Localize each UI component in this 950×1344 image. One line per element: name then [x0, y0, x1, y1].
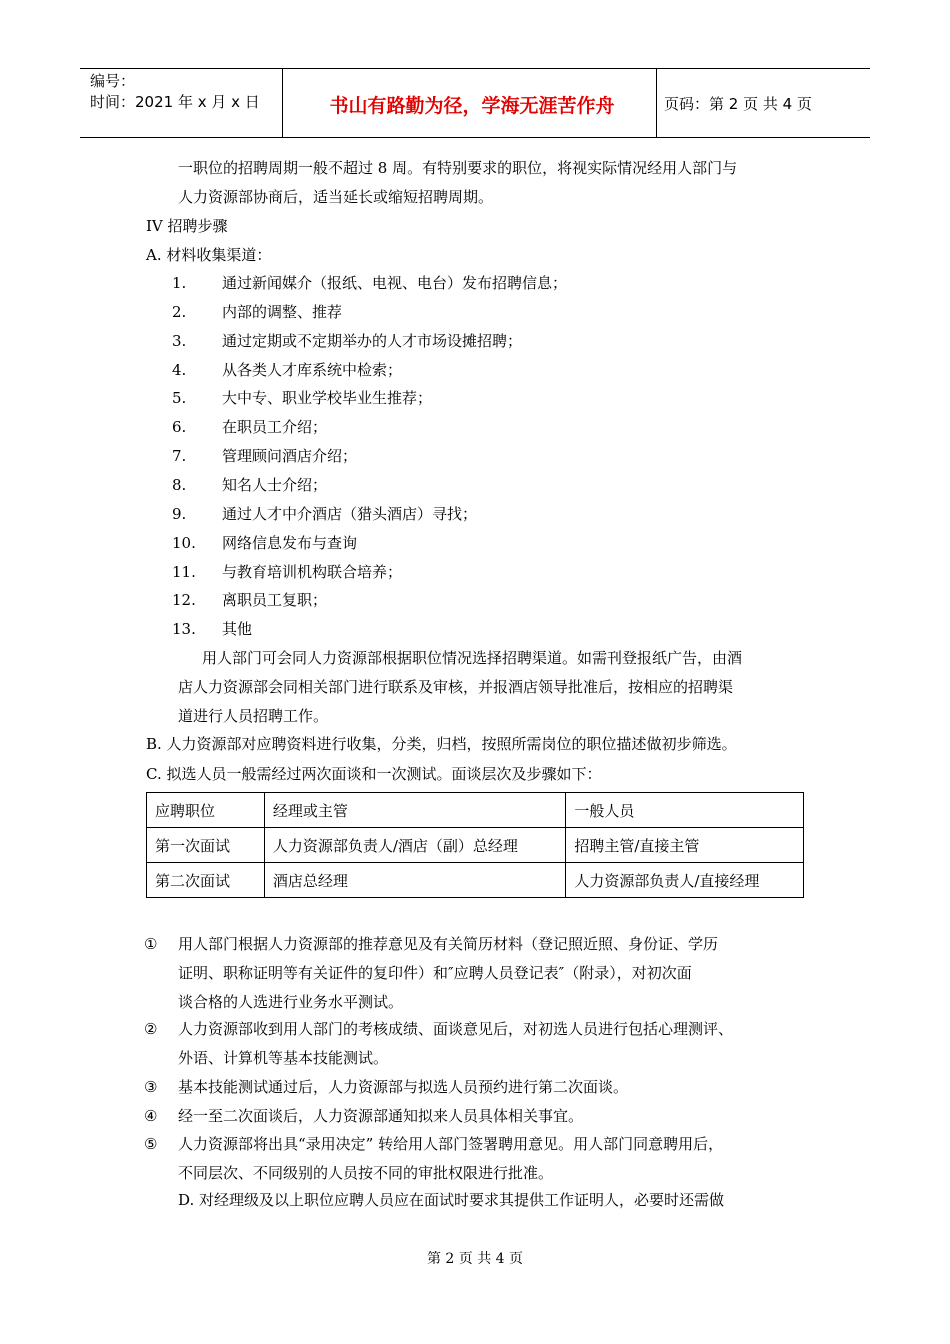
list-item	[172, 388, 432, 408]
intro-line: 人力资源部协商后，适当延长或缩短招聘周期。	[178, 188, 494, 206]
section-heading-b: B. 人力资源部对应聘资料进行收集，分类，归档，按照所需岗位的职位描述做初步筛选。	[146, 735, 737, 753]
interview-table	[146, 792, 804, 898]
list-item-text: 通过新闻媒介（报纸、电视、电台）发布招聘信息；	[222, 274, 568, 292]
section-heading-c: C. 拟选人员一般需经过两次面谈和一次测试。面谈层次及步骤如下：	[146, 765, 602, 783]
list-item	[172, 619, 252, 639]
list-item-text: 在职员工介绍；	[222, 418, 328, 437]
step-text: 人力资源部收到用人部门的考核成绩、面谈意见后，对初选人员进行包括心理测评、	[178, 1020, 734, 1038]
list-item	[172, 562, 402, 582]
header-divider	[282, 69, 283, 137]
header-date: 时间：2021 年 x 月 x 日	[90, 93, 260, 111]
table-row	[147, 828, 804, 863]
list-item-number: 12.	[172, 591, 196, 610]
list-item-text: 其他	[222, 620, 253, 639]
paragraph-line: 店人力资源部会同相关部门进行联系及审核，并报酒店领导批准后，按相应的招聘渠	[178, 678, 734, 696]
step-marker: ⑤	[144, 1135, 158, 1153]
list-item-text: 从各类人才库系统中检索；	[222, 360, 403, 379]
intro-line: 一职位的招聘周期一般不超过 8 周。有特别要求的职位，将视实际情况经用人部门与	[178, 159, 738, 177]
table-row	[147, 863, 804, 898]
list-item-number: 2.	[172, 302, 187, 321]
header-page-info: 页码：第 2 页 共 4 页	[664, 95, 812, 113]
list-item-number: 5.	[172, 389, 187, 408]
list-item-text: 通过人才中介酒店（猎头酒店）寻找；	[222, 504, 478, 523]
step-marker: ③	[144, 1078, 158, 1096]
list-item	[172, 273, 567, 293]
step-text: 证明、职称证明等有关证件的复印件）和″应聘人员登记表″（附录），对初次面	[178, 964, 692, 982]
list-item-text: 管理顾问酒店介绍；	[222, 447, 358, 466]
list-item-text: 离职员工复职；	[222, 591, 328, 610]
list-item-number: 11.	[172, 562, 196, 581]
list-item	[172, 331, 522, 351]
section-heading-iv: IV 招聘步骤	[146, 217, 228, 235]
list-item-number: 4.	[172, 360, 187, 379]
section-heading-d: D. 对经理级及以上职位应聘人员应在面试时要求其提供工作证明人，必要时还需做	[178, 1191, 725, 1209]
table-cell: 人力资源部负责人/酒店（副）总经理	[264, 828, 566, 863]
table-cell: 人力资源部负责人/直接经理	[566, 863, 804, 898]
list-item	[172, 446, 357, 466]
step-text: 不同层次、不同级别的人员按不同的审批权限进行批准。	[178, 1164, 554, 1182]
list-item	[172, 504, 477, 524]
list-item-number: 8.	[172, 475, 187, 494]
step-text: 用人部门根据人力资源部的推荐意见及有关简历材料（登记照近照、身份证、学历	[178, 935, 719, 953]
header-meta	[90, 71, 260, 113]
list-item	[172, 417, 327, 437]
step-text: 外语、计算机等基本技能测试。	[178, 1049, 389, 1067]
list-item-number: 13.	[172, 620, 196, 639]
page-footer: 第 2 页 共 4 页	[426, 1251, 524, 1267]
page-header	[80, 68, 870, 138]
list-item	[172, 360, 402, 380]
list-item	[172, 533, 357, 553]
step-text: 经一至二次面谈后，人力资源部通知拟来人员具体相关事宜。	[178, 1107, 584, 1125]
list-item-number: 6.	[172, 418, 187, 437]
list-item-number: 1.	[172, 274, 187, 292]
list-item	[172, 475, 327, 495]
table-cell: 经理或主管	[264, 793, 566, 828]
list-item-number: 9.	[172, 504, 187, 523]
list-item-text: 通过定期或不定期举办的人才市场设摊招聘；	[222, 331, 523, 350]
step-marker: ④	[144, 1107, 158, 1125]
list-item	[172, 590, 327, 610]
list-item-number: 7.	[172, 447, 187, 466]
table-cell: 第二次面试	[147, 863, 265, 898]
table-row	[147, 793, 804, 828]
paragraph-line: 道进行人员招聘工作。	[178, 707, 329, 725]
list-item-text: 网络信息发布与查询	[222, 533, 358, 552]
list-item	[172, 302, 342, 322]
table-cell: 应聘职位	[147, 793, 265, 828]
list-item-text: 大中专、职业学校毕业生推荐；	[222, 389, 433, 408]
step-text: 人力资源部将出具“录用决定” 转给用人部门签署聘用意见。用人部门同意聘用后，	[178, 1135, 724, 1153]
list-item-number: 10.	[172, 533, 196, 552]
table-cell: 招聘主管/直接主管	[566, 828, 804, 863]
list-item-text: 与教育培训机构联合培养；	[222, 562, 403, 581]
list-item-text: 知名人士介绍；	[222, 475, 328, 494]
step-text: 基本技能测试通过后，人力资源部与拟选人员预约进行第二次面谈。	[178, 1078, 629, 1096]
header-motto: 书山有路勤为径，学海无涯苦作舟	[329, 95, 615, 117]
header-number: 编号：	[90, 72, 136, 90]
table-cell: 第一次面试	[147, 828, 265, 863]
list-item-text: 内部的调整、推荐	[222, 302, 343, 321]
step-marker: ②	[144, 1020, 158, 1038]
section-heading-a: A. 材料收集渠道：	[146, 246, 272, 264]
paragraph-line: 用人部门可会同人力资源部根据职位情况选择招聘渠道。如需刊登报纸广告，由酒	[202, 649, 743, 667]
list-item-number: 3.	[172, 331, 187, 350]
step-marker: ①	[144, 935, 158, 953]
step-text: 谈合格的人选进行业务水平测试。	[178, 993, 404, 1011]
table-cell: 一般人员	[566, 793, 804, 828]
table-cell: 酒店总经理	[264, 863, 566, 898]
